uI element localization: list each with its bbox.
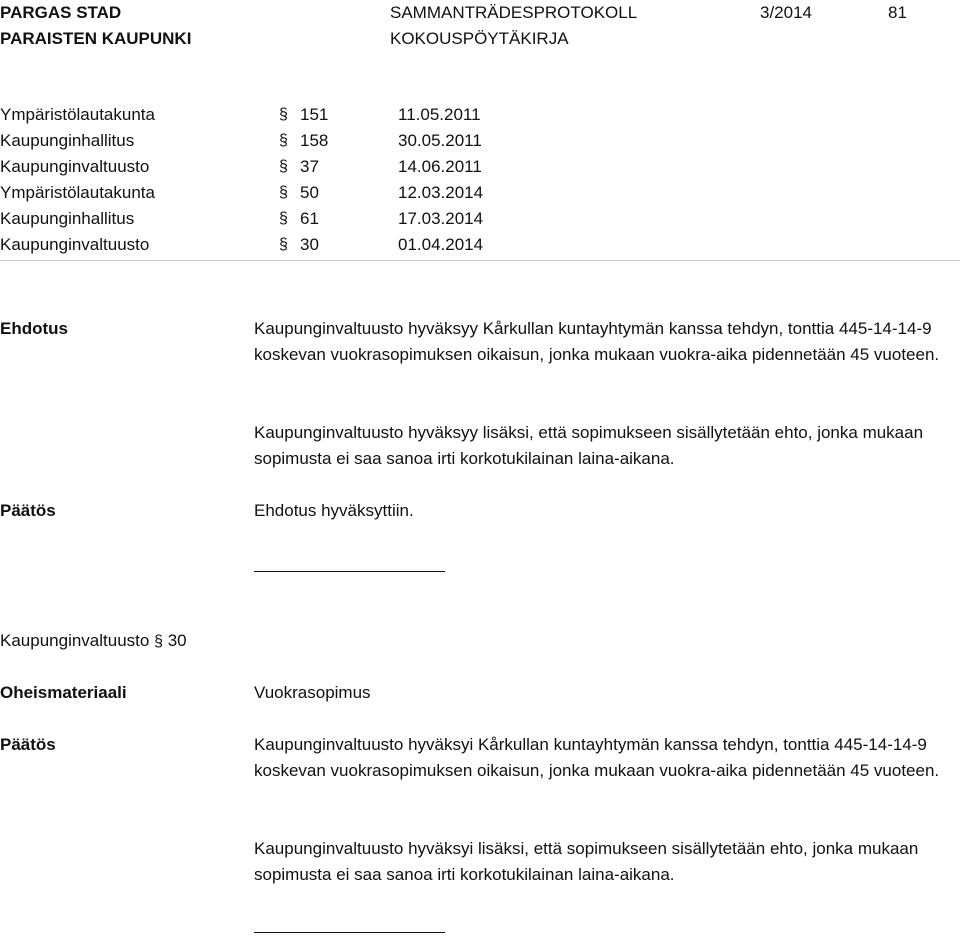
history-organ: Ympäristölautakunta (0, 105, 155, 124)
decision-text: Ehdotus hyväksyttiin. (254, 501, 414, 520)
history-organ: Kaupunginhallitus (0, 209, 135, 228)
history-paragraph: 50 (300, 183, 319, 202)
history-date: 11.05.2011 (398, 105, 481, 124)
history-row (0, 206, 960, 232)
history-date: 12.03.2014 (398, 183, 484, 202)
page-number: 81 (888, 3, 907, 22)
decision2-paragraph-1 (254, 732, 954, 784)
history-organ: Kaupunginhallitus (0, 131, 135, 150)
doc-type-fi: KOKOUSPÖYTÄKIRJA (390, 29, 569, 48)
section-sign: § (279, 184, 288, 201)
history-row (0, 232, 960, 258)
council-section-heading (0, 628, 187, 655)
decision-label: Päätös (0, 735, 56, 754)
history-date: 14.06.2011 (398, 157, 482, 176)
history-paragraph: 37 (300, 157, 319, 176)
council-organ: Kaupunginvaltuusto (0, 631, 150, 650)
decision2-text-1: Kaupunginvaltuusto hyväksyi Kårkullan kuntayhtymän kanssa tehdyn, tonttia 445-14-14-9 koskevan vuokrasopimuksen oikaisun, jonka mukaan vuokra-aika pidennetään 45 vuoteen. (254, 735, 940, 780)
history-organ: Kaupunginvaltuusto (0, 157, 150, 176)
proposal-label: Ehdotus (0, 319, 68, 338)
decision2-text-2: Kaupunginvaltuusto hyväksyi lisäksi, että sopimukseen sisällytetään ehto, jonka mukaan sopimusta ei saa sanoa irti korkotukilainan laina-aikana. (254, 839, 919, 884)
history-paragraph: 151 (300, 105, 329, 124)
section-sign: § (154, 633, 163, 650)
history-table (0, 102, 960, 258)
history-paragraph: 158 (300, 131, 329, 150)
separator-rule (254, 571, 445, 572)
history-row (0, 102, 960, 128)
section-sign: § (279, 236, 288, 253)
decision-label: Päätös (0, 501, 56, 520)
history-organ: Kaupunginvaltuusto (0, 235, 150, 254)
history-row (0, 128, 960, 154)
doc-type-sv: SAMMANTRÄDESPROTOKOLL (390, 3, 638, 22)
history-organ: Ympäristölautakunta (0, 183, 155, 202)
decision2-paragraph-2 (254, 836, 954, 888)
history-paragraph: 30 (300, 235, 319, 254)
section-sign: § (279, 158, 288, 175)
proposal-text-1: Kaupunginvaltuusto hyväksyy Kårkullan kuntayhtymän kanssa tehdyn, tonttia 445-14-14-9 koskevan vuokrasopimuksen oikaisun, jonka mukaan vuokra-aika pidennetään 45 vuoteen. (254, 319, 940, 364)
meeting-number: 3/2014 (760, 3, 812, 22)
history-date: 30.05.2011 (398, 131, 482, 150)
proposal-paragraph-1 (254, 316, 954, 368)
history-paragraph: 61 (300, 209, 319, 228)
proposal-text-2: Kaupunginvaltuusto hyväksyy lisäksi, että sopimukseen sisällytetään ehto, jonka mukaan sopimusta ei saa sanoa irti korkotukilainan laina-aikana. (254, 423, 924, 468)
proposal-paragraph-2 (254, 420, 954, 472)
history-row (0, 180, 960, 206)
section-sign: § (279, 210, 288, 227)
attachment-label: Oheismateriaali (0, 683, 127, 702)
separator-rule (254, 932, 445, 933)
history-row (0, 154, 960, 180)
section-sign: § (279, 106, 288, 123)
attachment-text: Vuokrasopimus (254, 683, 371, 702)
org-name-fi: PARAISTEN KAUPUNKI (0, 29, 192, 48)
history-date: 17.03.2014 (398, 209, 484, 228)
divider-line (0, 260, 960, 261)
org-name-sv: PARGAS STAD (0, 3, 122, 22)
council-paragraph: 30 (167, 631, 187, 650)
section-sign: § (279, 132, 288, 149)
history-date: 01.04.2014 (398, 235, 484, 254)
